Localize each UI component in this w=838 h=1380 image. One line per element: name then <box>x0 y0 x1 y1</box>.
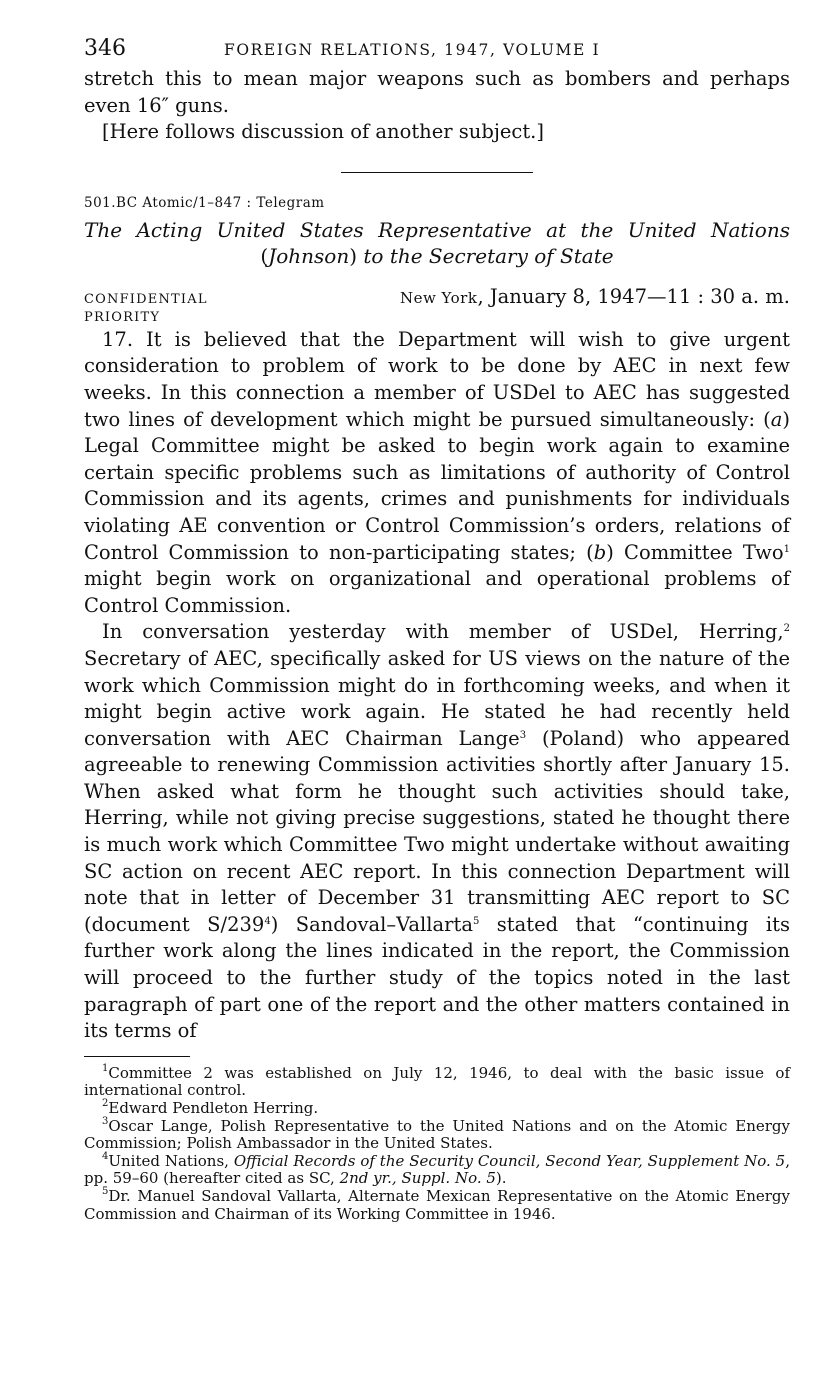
classification-label: CONFIDENTIAL <box>84 291 208 307</box>
footnote-ref-5: 5 <box>472 915 480 927</box>
footnote-2: $^2$Edward Pendleton Herring. <box>102 1098 319 1117</box>
footnote-4: $^4$United Nations, Official Records of the Security Council, Second Year, Supplement No. 5, pp. 59–60 (hereafter cited as SC, 2nd yr., Suppl. No. 5). <box>84 1150 790 1188</box>
intro-text <box>84 66 790 146</box>
document-title: The Acting United States Representative at the United Nations (Johnson) to the Secretary of State <box>84 217 790 268</box>
dateline-row <box>84 285 790 308</box>
footnote-ref-4: 4 <box>264 915 271 927</box>
paragraph-1: 17. It is believed that the Department will wish to give urgent consideration to problem of work to be done by AEC in next few weeks. In this connection a member of USDel to AEC has suggested two lines of development which might be pursued simultaneously: (a) Legal Committee might be asked to begin work again to examine certain specific problems such as limitations of authority of Control Commission and its agents, crimes and punishments for individuals violating AE convention or Control Commission’s orders, relations of Control Commission to non-participating states; (b) Committee Two$^1$ might begin work on organizational and operational problems of Control Commission. <box>84 327 790 617</box>
footnote-ref-1: 1 <box>783 543 790 555</box>
telegram-body <box>84 327 790 1045</box>
dateline <box>400 285 790 308</box>
document-page <box>84 36 790 1223</box>
footnote-5: $^5$Dr. Manuel Sandoval Vallarta, Alternate Mexican Representative on the Atomic Energy Commission and Chairman of its Working Committee in 1946. <box>84 1185 790 1223</box>
paragraph-2: In conversation yesterday with member of USDel, Herring,$^2$ Secretary of AEC, specifically asked for US views on the nature of the work which Commission might do in forthcoming weeks, and when it might begin active work again. He stated he had recently held conversation with AEC Chairman Lange$^3$ (Poland) who appeared agreeable to renewing Commission activities shortly after January 15. When asked what form he thought such activities should take, Herring, while not giving precise suggestions, stated he thought there is much work which Committee Two might undertake without awaiting SC action on recent AEC report. In this connection Department will note that in letter of December 31 transmitting AEC report to SC (document $S/239^4$) Sandoval–Vallarta$^5$ stated that “continuing its further work along the lines indicated in the report, the Commission will proceed to the further study of the topics noted in the last paragraph of part one of the report and the other matters contained in its terms of <box>84 620 790 1043</box>
precedence-label: PRIORITY <box>84 309 161 325</box>
page-number: 346 <box>84 36 126 61</box>
continuation-paragraph: stretch this to mean major weapons such as bombers and perhaps even 16″ guns. <box>84 67 790 117</box>
page-header <box>84 36 790 66</box>
dateline-place: New York <box>399 288 478 307</box>
footnote-1: $^1$Committee 2 was established on July 12, 1946, to deal with the basic issue of international control. <box>84 1062 790 1100</box>
title-name: Johnson <box>268 243 350 268</box>
footnote-divider <box>84 1056 190 1057</box>
footnote-3: $^3$Oscar Lange, Polish Representative to the United Nations and on the Atomic Energy Commission; Polish Ambassador in the United States. <box>84 1115 790 1153</box>
footnotes <box>84 1062 790 1223</box>
section-divider <box>341 172 533 173</box>
footnote-ref-2: 2 <box>783 623 790 635</box>
title-rest: to the Secretary of State <box>357 243 614 268</box>
running-title: FOREIGN RELATIONS, 1947, VOLUME I <box>224 41 601 59</box>
footnote-ref-3: 3 <box>519 729 527 741</box>
document-file-reference: 501.BC Atomic/1–847 : Telegram <box>84 194 325 211</box>
dateline-date: , January 8, 1947—11 : 30 a. m. <box>477 284 790 308</box>
bracket-note: [Here follows discussion of another subject.] <box>102 120 544 144</box>
title-line-1: The Acting United States Representative at the United Nations <box>84 217 790 242</box>
